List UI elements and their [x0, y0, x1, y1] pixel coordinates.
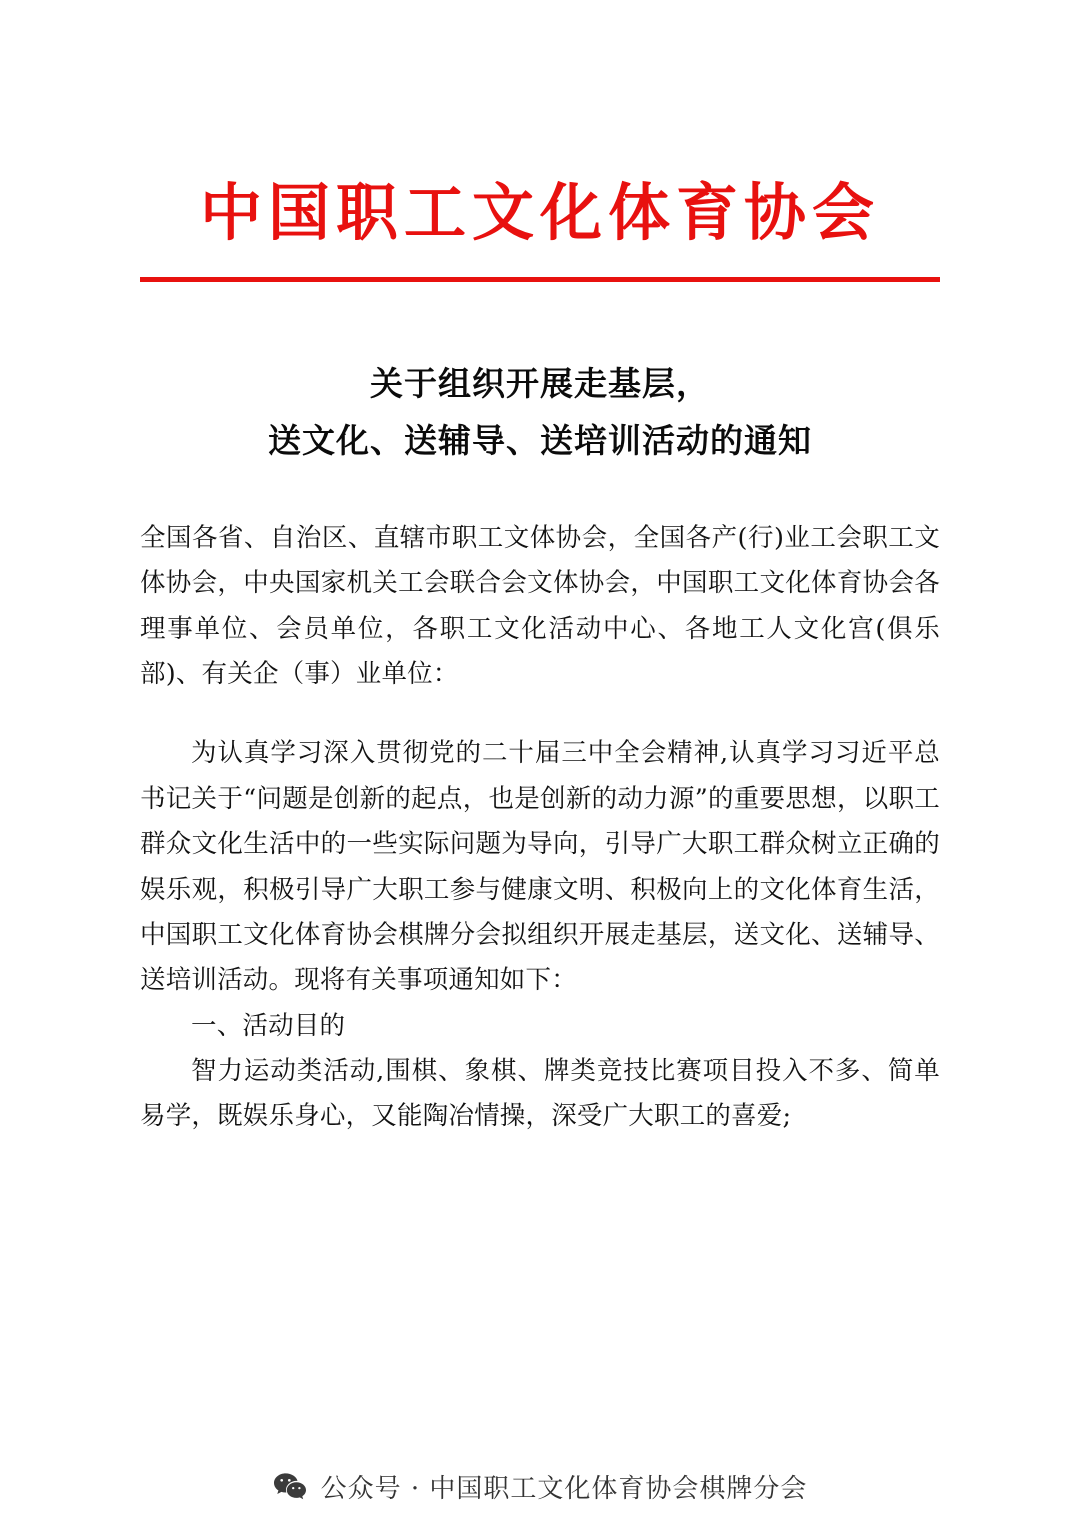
organization-title: 中国职工文化体育协会: [199, 176, 880, 249]
page-title-line-1: 关于组织开展走基层，: [370, 364, 710, 404]
letterhead-divider: [140, 277, 940, 282]
wechat-icon: [273, 1472, 307, 1502]
body-paragraph-1: 为认真学习深入贯彻党的二十届三中全会精神,认真学习习近平总书记关于“问题是创新的起点，也是创新的动力源”的重要思想，以职工群众文化生活中的一些实际问题为导向，引导广大职工群众树立正确的娱乐观，积极引导广大职工参与健康文明、积极向上的文化体育生活，中国职工文化体育协会棋牌分会拟组织开展走基层，送文化、送辅导、送培训活动。现将有关事项通知如下：: [140, 738, 940, 996]
letterhead: [140, 0, 940, 282]
page-title: [140, 356, 940, 470]
page-title-line-2: 送文化、送辅导、送培训活动的通知: [268, 421, 812, 461]
section-paragraph-1: 智力运动类活动,围棋、象棋、牌类竞技比赛项目投入不多、简单易学，既娱乐身心，又能陶冶情操，深受广大职工的喜爱;: [140, 1056, 940, 1132]
section-heading-1: 一、活动目的: [191, 1010, 346, 1041]
document-body: [140, 516, 940, 1140]
paragraph-spacer: [140, 697, 940, 731]
footer: [0, 1468, 1080, 1505]
recipients-paragraph: 全国各省、自治区、直辖市职工文体协会，全国各产(行)业工会职工文体协会，中央国家机关工会联合会文体协会，中国职工文化体育协会各理事单位、会员单位，各职工文化活动中心、各地工人文化宫(俱乐部)、有关企（事）业单位：: [140, 522, 940, 690]
footer-text: 公众号 · 中国职工文化体育协会棋牌分会: [320, 1474, 808, 1504]
